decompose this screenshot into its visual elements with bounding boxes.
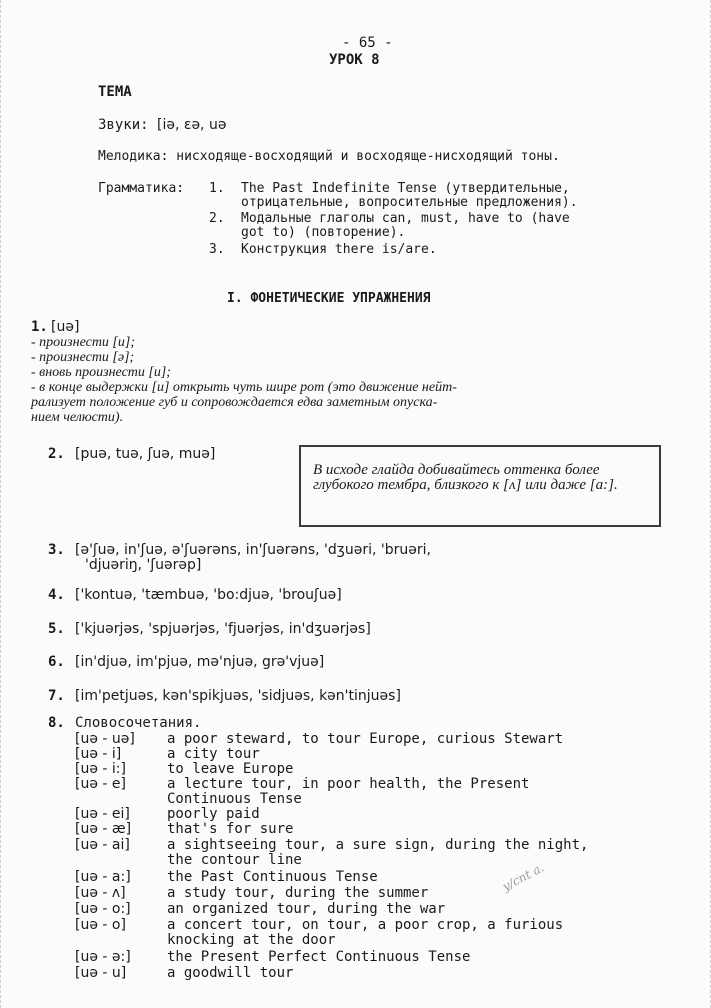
phrase-text: poorly paid (167, 806, 260, 822)
section-title: I. ФОНЕТИЧЕСКИЕ УПРАЖНЕНИЯ (227, 291, 431, 306)
sounds-line (98, 118, 226, 133)
exercise-5-transcription: ['kjuərjəs, 'spjuərjəs, 'fjuərjəs, in'dʒuərjəs] (75, 621, 371, 637)
phrase-key: [uə - ei] (75, 806, 130, 822)
phrase-key: [uə - i:] (75, 761, 126, 777)
exercise-8-title: Словосочетания. (75, 715, 202, 731)
phrase-text: a concert tour, on tour, a poor crop, a furious (167, 917, 564, 933)
phrase-key: [uə - æ] (75, 821, 132, 837)
phrase-text: that's for sure (167, 821, 294, 837)
phrase-key: [uə - i] (75, 746, 122, 762)
phrase-text: the Past Continuous Tense (167, 869, 378, 885)
phrase-key: [uə - o:] (75, 901, 131, 917)
exercise-4-transcription: ['kontuə, 'tæmbuə, 'bo:djuə, 'brouʃuə] (75, 587, 342, 603)
lesson-title: УРОК 8 (329, 52, 380, 68)
phrase-key: [uə - o] (75, 917, 126, 933)
phrase-key: [uə - ə:] (75, 949, 131, 965)
exercise-1-step: - произнести [ə]; (31, 350, 135, 365)
note-text: В исходе глайда добивайтесь оттенка более глубокого тембра, близкого к [ʌ] или даже [a:]. (313, 462, 618, 493)
phrase-text: knocking at the door (167, 932, 336, 948)
exercise-1-step: нием челюсти). (31, 410, 124, 425)
exercise-1-step: - произнести [u]; (31, 335, 135, 350)
grammar-label: Грамматика: (98, 181, 185, 196)
exercise-6-number: 6. (48, 654, 65, 670)
grammar-item-1 (209, 181, 578, 210)
phrase-text: to leave Europe (167, 761, 294, 777)
phrase-text: a lecture tour, in poor health, the Present (167, 776, 530, 792)
exercise-1-sound: [uə] (51, 319, 80, 335)
page-number: - 65 - (342, 35, 393, 51)
exercise-2-number: 2. (48, 446, 65, 462)
grammar-item-number: 1. (209, 181, 225, 196)
exercise-3-line: 'djuəriŋ, 'ʃuərəp] (85, 557, 202, 573)
exercise-3-number: 3. (48, 542, 65, 558)
grammar-item-line: The Past Indefinite Tense (утвердительные, (241, 181, 570, 196)
note-box (299, 445, 661, 527)
phrase-text: an organized tour, during the war (167, 901, 446, 917)
exercise-7-number: 7. (48, 688, 65, 704)
sounds-value: [iə, ɛə, uə (157, 117, 227, 133)
grammar-item-line: got to) (повторение). (241, 225, 406, 240)
exercise-7-transcription: [im'petjuəs, kən'spikjuəs, 'sidjuəs, kən'tinjuəs] (75, 688, 401, 704)
phrase-key: [uə - e] (75, 776, 126, 792)
sounds-label: Звуки: (98, 117, 149, 133)
phrase-text: the Present Perfect Continuous Tense (167, 949, 471, 965)
exercise-2-transcription: [puə, tuə, ʃuə, muə] (75, 446, 216, 462)
exercise-1-step: - в конце выдержки [u] открыть чуть шире рот (это движение нейт- (31, 380, 457, 395)
exercise-8-number: 8. (48, 715, 65, 731)
exercise-6-transcription: [in'djuə, im'pjuə, mə'njuə, grə'vjuə] (75, 654, 325, 670)
exercise-1-step: - вновь произнести [u]; (31, 365, 171, 380)
exercise-1-step: рализует положение губ и сопровождается едва заметным опуска- (31, 395, 438, 410)
grammar-item-3 (209, 242, 437, 257)
grammar-item-number: 3. (209, 242, 225, 257)
phrase-key: [uə - ai] (75, 837, 130, 853)
phrase-text: a poor steward, to tour Europe, curious Stewart (167, 731, 564, 747)
phrase-text: a city tour (167, 746, 260, 762)
exercise-4-number: 4. (48, 587, 65, 603)
grammar-item-number: 2. (209, 211, 225, 226)
phrase-key: [uə - a:] (75, 869, 131, 885)
grammar-item-2 (209, 211, 570, 240)
handwritten-annotation: y/cnt a. (500, 860, 547, 894)
phrase-text: the contour line (167, 852, 302, 868)
exercise-3-line: [ə'ʃuə, in'ʃuə, ə'ʃuərəns, in'ʃuərəns, 'dʒuəri, 'bruəri, (75, 542, 431, 558)
melody-line: Мелодика: нисходяще-восходящий и восходяще-нисходящий тоны. (98, 149, 560, 164)
tema-label: ТЕМА (98, 84, 132, 100)
exercise-5-number: 5. (48, 621, 65, 637)
grammar-item-line: отрицательные, вопросительные предложения). (241, 195, 578, 210)
phrase-key: [uə - ʌ] (75, 885, 126, 901)
grammar-item-line: Модальные глаголы can, must, have to (have (241, 211, 570, 226)
phrase-text: Continuous Tense (167, 791, 302, 807)
phrase-text: a study tour, during the summer (167, 885, 429, 901)
grammar-item-line: Конструкция there is/are. (241, 242, 437, 257)
phrase-key: [uə - u] (75, 965, 127, 981)
phrase-text: a goodwill tour (167, 965, 294, 981)
exercise-1-number: 1. (31, 319, 48, 335)
phrase-key: [uə - uə] (75, 731, 135, 747)
phrase-text: a sightseeing tour, a sure sign, during the night, (167, 837, 589, 853)
